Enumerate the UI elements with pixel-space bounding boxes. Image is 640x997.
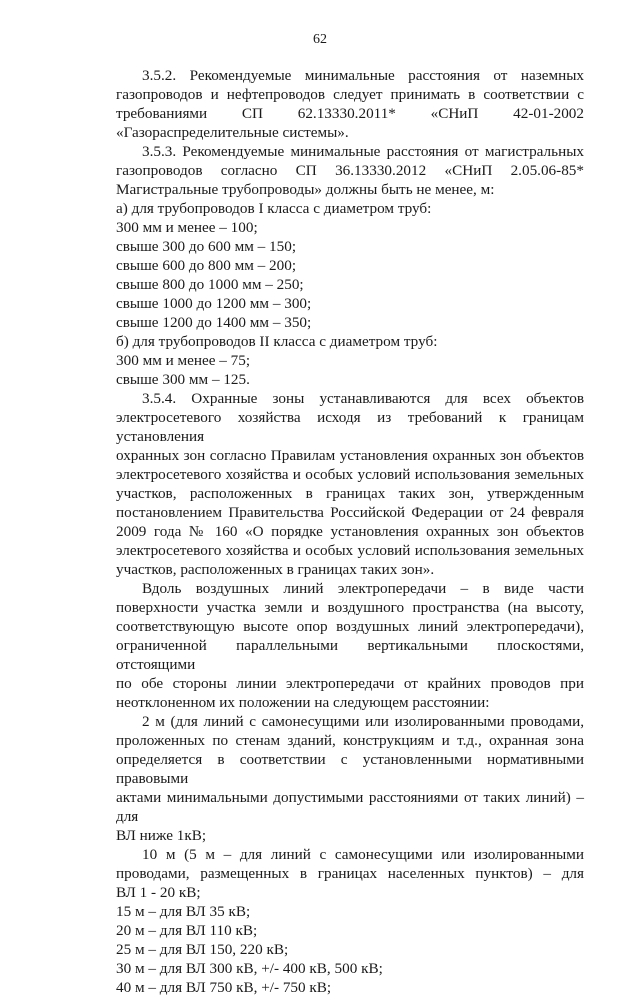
text-line: ВЛ ниже 1кВ; [116,827,207,844]
list-item: б) для трубопроводов II класса с диаметром труб: [116,333,438,350]
text-line: 3.5.4. Охранные зоны устанавливаются для всех объектов [142,390,584,407]
list-item: свыше 1000 до 1200 мм – 300; [116,295,312,312]
section-3-5-4 [116,389,584,579]
section-3-5-2 [116,66,584,142]
text-line: ВЛ 1 - 20 кВ; [116,884,201,901]
text-line: проложенных по стенам зданий, конструкциям и т.д., охранная зона [116,732,584,749]
paragraph-vdol [116,579,584,712]
list-item: 15 м – для ВЛ 35 кВ; [116,903,251,920]
text-line: участков, расположенных в границах таких зон, утвержденным [116,485,584,502]
text-line: постановлением Правительства Российской Федерации от 24 февраля [116,504,584,521]
list-item: свыше 1200 до 1400 мм – 350; [116,314,312,331]
section-3-5-3 [116,142,584,389]
text-line: электросетевого хозяйства исходя из требований к границам установления [116,409,584,445]
list-item: 20 м – для ВЛ 110 кВ; [116,922,258,939]
list-item: свыше 600 до 800 мм – 200; [116,257,297,274]
text-line: электросетевого хозяйства и особых условий использования земельных [116,466,584,483]
page-number: 62 [313,32,327,47]
list-item: 30 м – для ВЛ 300 кВ, +/- 400 кВ, 500 кВ; [116,960,383,977]
list-item: 40 м – для ВЛ 750 кВ, +/- 750 кВ; [116,979,332,996]
text-line: поверхности участка земли и воздушного пространства (на высоту, [116,599,584,616]
text-line: охранных зон согласно Правилам установления охранных зон объектов [116,447,584,464]
text-line: Магистральные трубопроводы» должны быть не менее, м: [116,181,495,198]
paragraph-10m [116,845,584,902]
list-item: 300 мм и менее – 75; [116,352,251,369]
text-line: 10 м (5 м – для линий с самонесущими или изолированными [142,846,584,863]
paragraph-2m [116,712,584,845]
list-item: 300 мм и менее – 100; [116,219,258,236]
list-item: а) для трубопроводов I класса с диаметром труб: [116,200,432,217]
text-line: газопроводов согласно СП 36.13330.2012 «СНиП 2.05.06-85* [116,162,584,179]
text-line: соответствующую высоте опор воздушных линий электропередачи), [116,618,584,635]
text-line: газопроводов и нефтепроводов следует принимать в соответствии с [116,86,584,103]
text-line: неотклоненном их положении на следующем расстоянии: [116,694,490,711]
text-line: ограниченной параллельными вертикальными плоскостями, отстоящими [116,637,584,673]
text-line: 3.5.3. Рекомендуемые минимальные расстояния от магистральных [142,143,584,160]
distance-list [116,902,584,997]
text-line: требованиями СП 62.13330.2011* «СНиП 42-01-2002 [116,105,584,122]
document-body [116,66,584,997]
text-line: по обе стороны линии электропередачи от крайних проводов при [116,675,584,692]
text-line: актами минимальными допустимыми расстояниями от таких линий) – для [116,789,584,825]
text-line: определяется в соответствии с установленными нормативными правовыми [116,751,584,787]
text-line: электросетевого хозяйства и особых условий использования земельных [116,542,584,559]
list-item: свыше 300 до 600 мм – 150; [116,238,297,255]
list-item: свыше 800 до 1000 мм – 250; [116,276,304,293]
list-item: свыше 300 мм – 125. [116,371,250,388]
text-line: 3.5.2. Рекомендуемые минимальные расстояния от наземных [142,67,584,84]
text-line: «Газораспределительные системы». [116,124,349,141]
text-line: 2 м (для линий с самонесущими или изолированными проводами, [142,713,584,730]
text-line: Вдоль воздушных линий электропередачи – в виде части [142,580,584,597]
text-line: проводами, размещенных в границах населенных пунктов) – для [116,865,584,882]
text-line: 2009 года № 160 «О порядке установления охранных зон объектов [116,523,584,540]
text-line: участков, расположенных в границах таких зон». [116,561,435,578]
list-item: 25 м – для ВЛ 150, 220 кВ; [116,941,289,958]
